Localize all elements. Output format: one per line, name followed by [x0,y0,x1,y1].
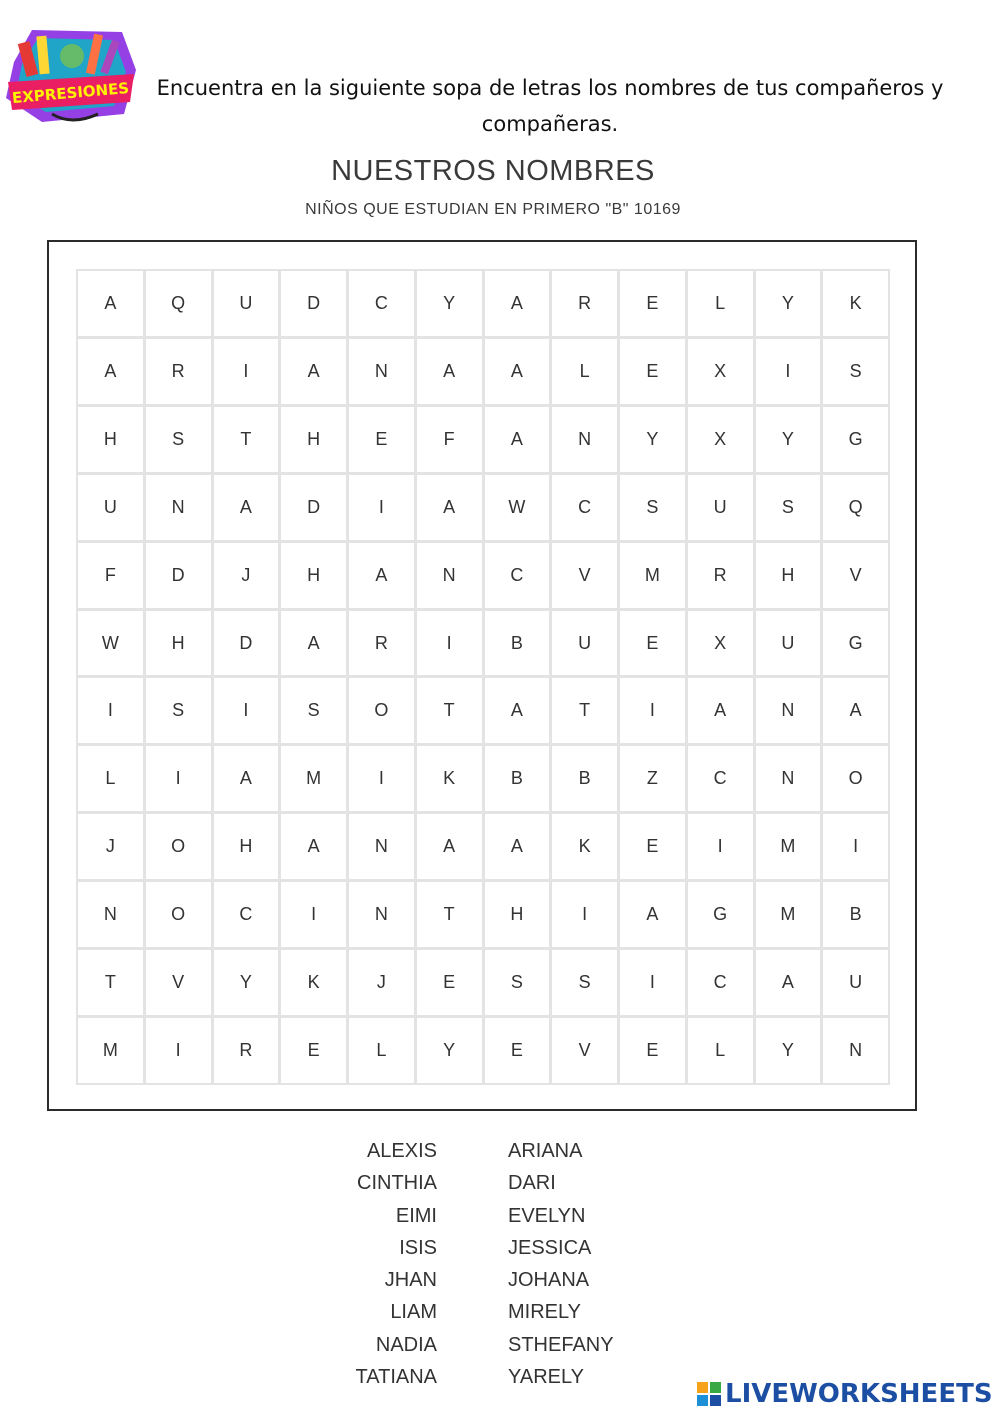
grid-cell[interactable]: Q [146,271,211,336]
grid-cell[interactable]: A [78,339,143,404]
grid-cell[interactable]: A [417,814,482,879]
grid-cell[interactable]: C [688,746,753,811]
grid-cell[interactable]: A [756,950,821,1015]
grid-cell[interactable]: I [823,814,888,879]
grid-cell[interactable]: L [688,271,753,336]
word-list-item: ALEXIS [366,1140,437,1162]
word-list-item: DARI [508,1172,556,1195]
word-list-item: STHEFANY [508,1333,614,1356]
grid-cell[interactable]: E [620,1018,685,1083]
liveworksheets-logo-icon [697,1382,722,1407]
grid-cell[interactable]: M [756,814,821,879]
grid-cell[interactable]: U [552,611,617,676]
grid-cell[interactable]: E [281,1018,346,1083]
grid-cell[interactable]: I [349,746,414,811]
word-search-grid [76,269,890,1085]
grid-cell[interactable]: L [552,339,617,404]
grid-cell[interactable]: A [823,678,888,743]
grid-cell[interactable]: T [214,407,279,472]
grid-cell[interactable]: H [485,882,550,947]
grid-cell[interactable]: A [485,678,550,743]
grid-cell[interactable]: E [620,271,685,336]
word-list-item: EVELYN [508,1204,586,1227]
word-list-item: MIRELY [508,1301,581,1324]
grid-cell[interactable]: H [756,543,821,608]
liveworksheets-brand-text: LIVEWORKSHEETS [725,1379,993,1409]
grid-cell[interactable]: K [417,746,482,811]
grid-cell[interactable]: I [688,814,753,879]
liveworksheets-brand[interactable] [697,1374,993,1414]
grid-cell[interactable]: I [417,611,482,676]
grid-cell[interactable]: A [281,814,346,879]
grid-cell[interactable]: Y [756,271,821,336]
grid-cell[interactable]: D [281,271,346,336]
grid-cell[interactable]: A [485,814,550,879]
grid-cell[interactable]: V [552,1018,617,1083]
grid-cell[interactable]: G [688,882,753,947]
grid-cell[interactable]: S [552,950,617,1015]
grid-cell[interactable]: K [281,950,346,1015]
grid-cell[interactable]: L [349,1018,414,1083]
grid-cell[interactable]: T [78,950,143,1015]
grid-cell[interactable]: G [823,407,888,472]
grid-cell[interactable]: A [417,339,482,404]
grid-cell[interactable]: I [146,746,211,811]
grid-cell[interactable]: E [485,1018,550,1083]
grid-cell[interactable]: T [417,678,482,743]
grid-cell[interactable]: C [688,950,753,1015]
word-list-item: TATIANA [355,1366,437,1389]
grid-cell[interactable]: I [620,678,685,743]
grid-cell[interactable]: E [620,611,685,676]
grid-cell[interactable]: N [417,543,482,608]
grid-cell[interactable]: T [552,678,617,743]
grid-cell[interactable]: Y [214,950,279,1015]
grid-cell[interactable]: N [349,882,414,947]
grid-cell[interactable]: U [214,271,279,336]
grid-cell[interactable]: A [214,475,279,540]
grid-cell[interactable]: B [823,882,888,947]
grid-cell[interactable]: M [620,543,685,608]
grid-cell[interactable]: B [485,611,550,676]
word-list-item: ISIS [399,1236,437,1259]
grid-cell[interactable]: U [756,611,821,676]
grid-cell[interactable]: I [349,475,414,540]
grid-cell[interactable]: E [349,407,414,472]
grid-cell[interactable]: D [214,611,279,676]
grid-cell[interactable]: V [823,543,888,608]
grid-cell[interactable]: E [620,814,685,879]
grid-cell[interactable]: V [552,543,617,608]
grid-cell[interactable]: A [620,882,685,947]
grid-cell[interactable]: E [620,339,685,404]
grid-cell[interactable]: H [78,407,143,472]
school-logo [2,22,140,130]
grid-cell[interactable]: Y [756,1018,821,1083]
grid-cell[interactable]: S [281,678,346,743]
word-list-item: JESSICA [508,1236,592,1259]
grid-cell[interactable]: X [688,407,753,472]
grid-cell[interactable]: O [823,746,888,811]
grid-cell[interactable]: C [485,543,550,608]
grid-cell[interactable]: W [485,475,550,540]
grid-cell[interactable]: O [146,814,211,879]
word-list-item: YARELY [508,1366,584,1389]
grid-cell[interactable]: T [417,882,482,947]
grid-cell[interactable]: I [620,950,685,1015]
grid-cell[interactable]: S [146,407,211,472]
word-list-item: EIMI [395,1204,437,1227]
grid-cell[interactable]: L [688,1018,753,1083]
grid-cell[interactable]: S [620,475,685,540]
grid-cell[interactable]: K [552,814,617,879]
word-list-right [508,1135,708,1393]
grid-cell[interactable]: R [552,271,617,336]
grid-cell[interactable]: U [823,950,888,1015]
grid-cell[interactable]: R [146,339,211,404]
grid-cell[interactable]: D [146,543,211,608]
grid-cell[interactable]: R [349,611,414,676]
grid-cell[interactable]: N [349,339,414,404]
grid-cell[interactable]: N [756,678,821,743]
grid-cell[interactable]: C [349,271,414,336]
grid-cell[interactable]: I [214,678,279,743]
grid-cell[interactable]: N [552,407,617,472]
grid-cell[interactable]: A [281,339,346,404]
grid-cell[interactable]: N [823,1018,888,1083]
grid-cell[interactable]: A [485,407,550,472]
grid-cell[interactable]: I [281,882,346,947]
grid-cell[interactable]: F [417,407,482,472]
grid-cell[interactable]: B [552,746,617,811]
instructions-line-1: Encuentra en la siguiente sopa de letras los nombres de tus compañeros y [156,76,944,100]
grid-cell[interactable]: J [214,543,279,608]
grid-cell[interactable]: I [756,339,821,404]
grid-cell[interactable]: H [281,543,346,608]
grid-cell[interactable]: V [146,950,211,1015]
grid-cell[interactable]: X [688,339,753,404]
grid-cell[interactable]: H [146,611,211,676]
grid-cell[interactable]: I [552,882,617,947]
word-list-item: JOHANA [508,1269,590,1292]
grid-cell[interactable]: S [146,678,211,743]
grid-cell[interactable]: O [146,882,211,947]
instructions [135,70,965,142]
grid-cell[interactable]: F [78,543,143,608]
word-list-item: NADIA [375,1333,437,1356]
grid-cell[interactable]: N [146,475,211,540]
grid-cell[interactable]: G [823,611,888,676]
grid-cell[interactable]: U [78,475,143,540]
grid-cell[interactable]: N [756,746,821,811]
svg-text:EXPRESIONES: EXPRESIONES [11,78,130,108]
grid-cell[interactable]: J [349,950,414,1015]
word-list-item: JHAN [384,1269,437,1292]
grid-cell[interactable]: A [349,543,414,608]
word-list-left [300,1135,437,1393]
worksheet-subtitle: NIÑOS QUE ESTUDIAN EN PRIMERO "B" 10169 [305,201,681,218]
grid-cell[interactable]: Y [417,1018,482,1083]
worksheet-title: NUESTROS NOMBRES [331,155,655,187]
grid-cell[interactable]: Y [756,407,821,472]
grid-cell[interactable]: O [349,678,414,743]
grid-cell[interactable]: J [78,814,143,879]
grid-cell[interactable]: M [756,882,821,947]
grid-cell[interactable]: S [485,950,550,1015]
grid-cell[interactable]: A [78,271,143,336]
grid-cell[interactable]: A [281,611,346,676]
grid-cell[interactable]: Y [620,407,685,472]
grid-cell[interactable]: B [485,746,550,811]
grid-cell[interactable]: L [78,746,143,811]
grid-cell[interactable]: R [688,543,753,608]
grid-cell[interactable]: Z [620,746,685,811]
grid-cell[interactable]: Y [417,271,482,336]
grid-cell[interactable]: A [417,475,482,540]
grid-cell[interactable]: U [688,475,753,540]
grid-cell[interactable]: A [485,271,550,336]
grid-cell[interactable]: I [146,1018,211,1083]
grid-cell[interactable]: M [78,1018,143,1083]
grid-cell[interactable]: S [756,475,821,540]
grid-cell[interactable]: H [281,407,346,472]
grid-cell[interactable]: M [281,746,346,811]
word-list-item: CINTHIA [357,1172,437,1195]
word-list-item: ARIANA [508,1140,583,1162]
grid-cell[interactable]: E [417,950,482,1015]
grid-cell[interactable]: A [485,339,550,404]
word-list-item: LIAM [390,1301,437,1324]
grid-cell[interactable]: I [214,339,279,404]
grid-cell[interactable]: S [823,339,888,404]
grid-cell[interactable]: R [214,1018,279,1083]
grid-cell[interactable]: H [214,814,279,879]
grid-cell[interactable]: C [214,882,279,947]
grid-cell[interactable]: K [823,271,888,336]
grid-cell[interactable]: X [688,611,753,676]
grid-cell[interactable]: W [78,611,143,676]
instructions-line-2: compañeras. [481,112,619,136]
grid-cell[interactable]: Q [823,475,888,540]
grid-cell[interactable]: A [214,746,279,811]
grid-cell[interactable]: C [552,475,617,540]
grid-cell[interactable]: I [78,678,143,743]
grid-cell[interactable]: N [78,882,143,947]
grid-cell[interactable]: A [688,678,753,743]
grid-cell[interactable]: D [281,475,346,540]
grid-cell[interactable]: N [349,814,414,879]
